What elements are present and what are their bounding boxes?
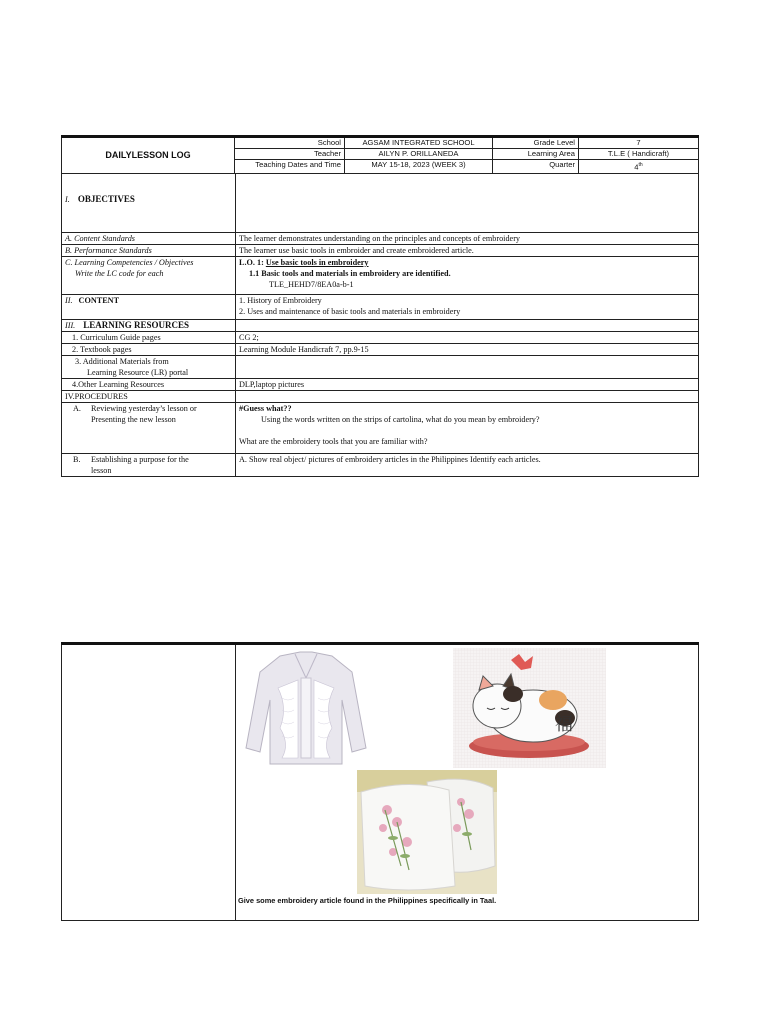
content-standards-value: The learner demonstrates understanding on the principles and concepts of embroidery xyxy=(236,233,699,245)
additional-materials-value xyxy=(236,356,699,379)
learning-competencies-value: L.O. 1: Use basic tools in embroidery 1.1 Basic tools and materials in embroidery are identified. TLE_HEHD7/8EA0a-b-1 xyxy=(236,257,699,295)
svg-text:福: 福 xyxy=(555,714,573,735)
other-resources-label: 4.Other Learning Resources xyxy=(62,379,236,391)
teaching-dates-label: Teaching Dates and Time xyxy=(235,160,345,174)
content-value: 1. History of Embroidery 2. Uses and maintenance of basic tools and materials in embroidery xyxy=(236,295,699,320)
procedure-a-value: #Guess what?? Using the words written on the strips of cartolina, what do you mean by embroidery? What are the embroidery tools that you are familiar with? xyxy=(236,403,699,454)
performance-standards-value: The learner use basic tools in embroider and create embroidered article. xyxy=(236,245,699,257)
textbook-pages-label: 2. Textbook pages xyxy=(62,344,236,356)
procedure-b-label: B. Establishing a purpose for the lesson xyxy=(62,454,236,477)
objectives-heading: I. OBJECTIVES xyxy=(62,174,236,233)
school-value: AGSAM INTEGRATED SCHOOL xyxy=(345,137,493,149)
quarter-label: Quarter xyxy=(493,160,579,174)
procedures-value xyxy=(236,391,699,403)
barong-shirt-image xyxy=(240,648,370,768)
grade-level-label: Grade Level xyxy=(493,137,579,149)
procedure-b-value: A. Show real object/ pictures of embroidery articles in the Philippines Identify each articles. xyxy=(236,454,699,477)
dll-header-table xyxy=(61,135,699,174)
textbook-pages-value: Learning Module Handicraft 7, pp.9-15 xyxy=(236,344,699,356)
procedures-heading: IV.PROCEDURES xyxy=(62,391,236,403)
curriculum-guide-value: CG 2; xyxy=(236,332,699,344)
learning-area-value: T.L.E ( Handicraft) xyxy=(579,149,699,160)
log-title: DAILYLESSON LOG xyxy=(62,137,235,174)
grade-level-value: 7 xyxy=(579,137,699,149)
cross-stitch-cat-image xyxy=(453,648,606,768)
content-heading: II. CONTENT xyxy=(62,295,236,320)
learning-resources-heading: III. LEARNING RESOURCES xyxy=(62,320,236,332)
objectives-value xyxy=(236,174,699,233)
teacher-label: Teacher xyxy=(235,149,345,160)
learning-area-label: Learning Area xyxy=(493,149,579,160)
pictures-caption: Give some embroidery article found in the Philippines specifically in Taal. xyxy=(238,896,497,905)
quarter-value: 4th xyxy=(579,160,699,174)
performance-standards-label: B. Performance Standards xyxy=(62,245,236,257)
school-label: School xyxy=(235,137,345,149)
curriculum-guide-label: 1. Curriculum Guide pages xyxy=(62,332,236,344)
additional-materials-label: 3. Additional Materials from Learning Resource (LR) portal xyxy=(62,356,236,379)
content-standards-label: A. Content Standards xyxy=(62,233,236,245)
procedure-a-label: A. Reviewing yesterday’s lesson or Presenting the new lesson xyxy=(62,403,236,454)
teaching-dates-value: MAY 15-18, 2023 (WEEK 3) xyxy=(345,160,493,174)
pictures-label-cell xyxy=(62,644,236,921)
embroidered-pillows-image xyxy=(357,770,497,894)
other-resources-value: DLP,laptop pictures xyxy=(236,379,699,391)
learning-resources-value xyxy=(236,320,699,332)
teacher-value: AILYN P. ORILLANEDA xyxy=(345,149,493,160)
lesson-plan-table xyxy=(61,173,699,477)
learning-competencies-label: C. Learning Competencies / Objectives Write the LC code for each xyxy=(62,257,236,295)
